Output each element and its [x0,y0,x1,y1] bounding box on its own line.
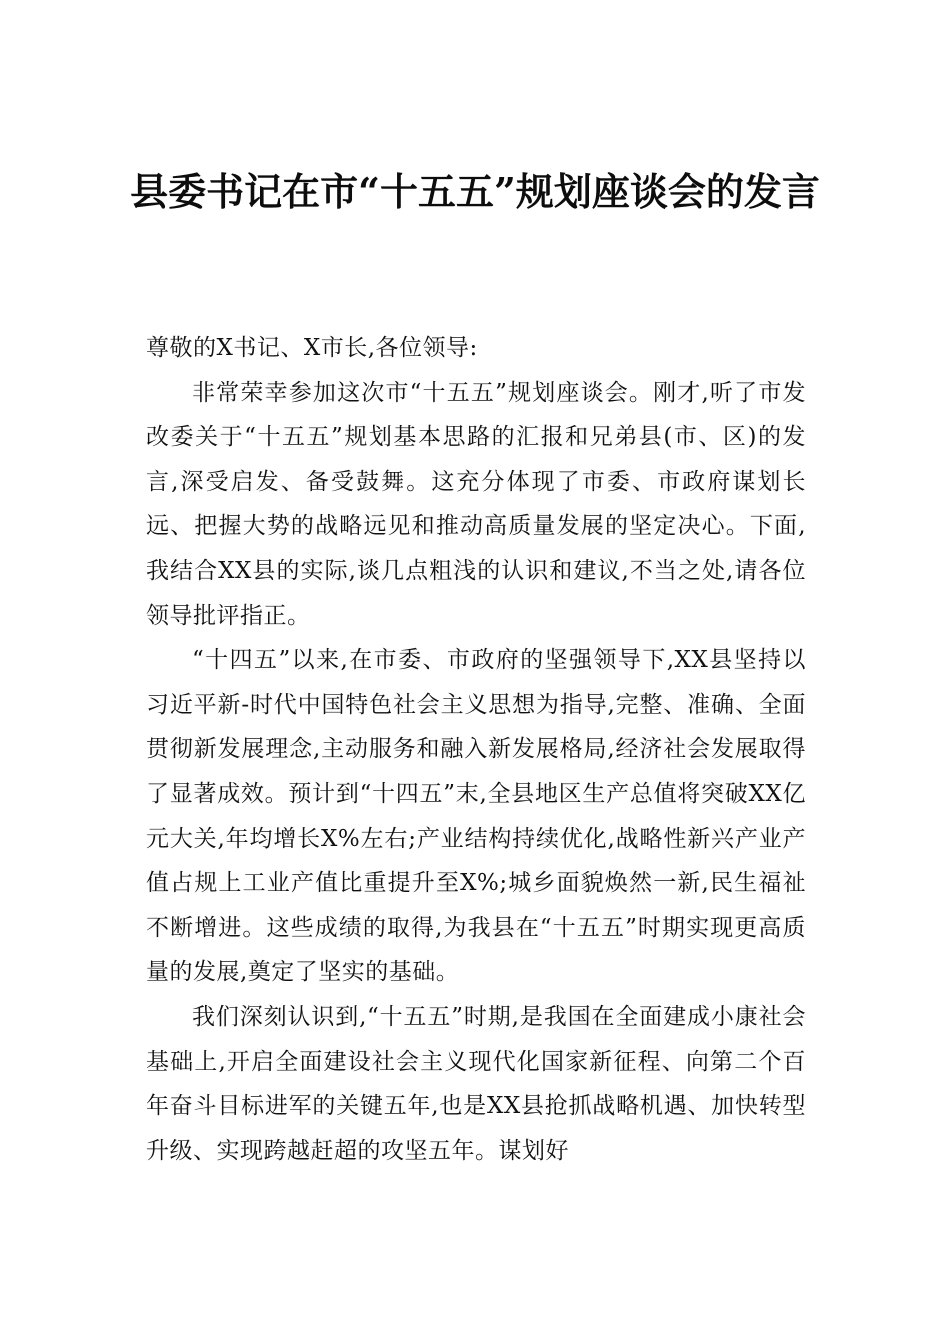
paragraph: 我们深刻认识到,“十五五”时期,是我国在全面建成小康社会基础上,开启全面建设社会主义现代化国家新征程、向第二个百年奋斗目标进军的关键五年,也是XX县抢抓战略机遇、加快转型升级、实现跨越赶超的攻坚五年。谋划好 [146,1003,806,1164]
salutation: 尊敬的X书记、X市长,各位领导: [146,335,478,361]
document-body [146,326,806,1173]
paragraph: “十四五”以来,在市委、市政府的坚强领导下,XX县坚持以习近平新-时代中国特色社会主义思想为指导,完整、准确、全面贯彻新发展理念,主动服务和融入新发展格局,经济社会发展取得了显著成效。预计到“十四五”末,全县地区生产总值将突破XX亿元大关,年均增长X%左右;产业结构持续优化,战略性新兴产业产值占规上工业产值比重提升至X%;城乡面貌焕然一新,民生福祉不断增进。这些成绩的取得,为我县在“十五五”时期实现更高质量的发展,奠定了坚实的基础。 [146,647,806,986]
paragraph: 非常荣幸参加这次市“十五五”规划座谈会。刚才,听了市发改委关于“十五五”规划基本思路的汇报和兄弟县(市、区)的发言,深受启发、备受鼓舞。这充分体现了市委、市政府谋划长远、把握大势的战略远见和推动高质量发展的坚定决心。下面,我结合XX县的实际,谈几点粗浅的认识和建议,不当之处,请各位领导批评指正。 [146,379,806,629]
document-title: 县委书记在市“十五五”规划座谈会的发言 [130,169,820,214]
